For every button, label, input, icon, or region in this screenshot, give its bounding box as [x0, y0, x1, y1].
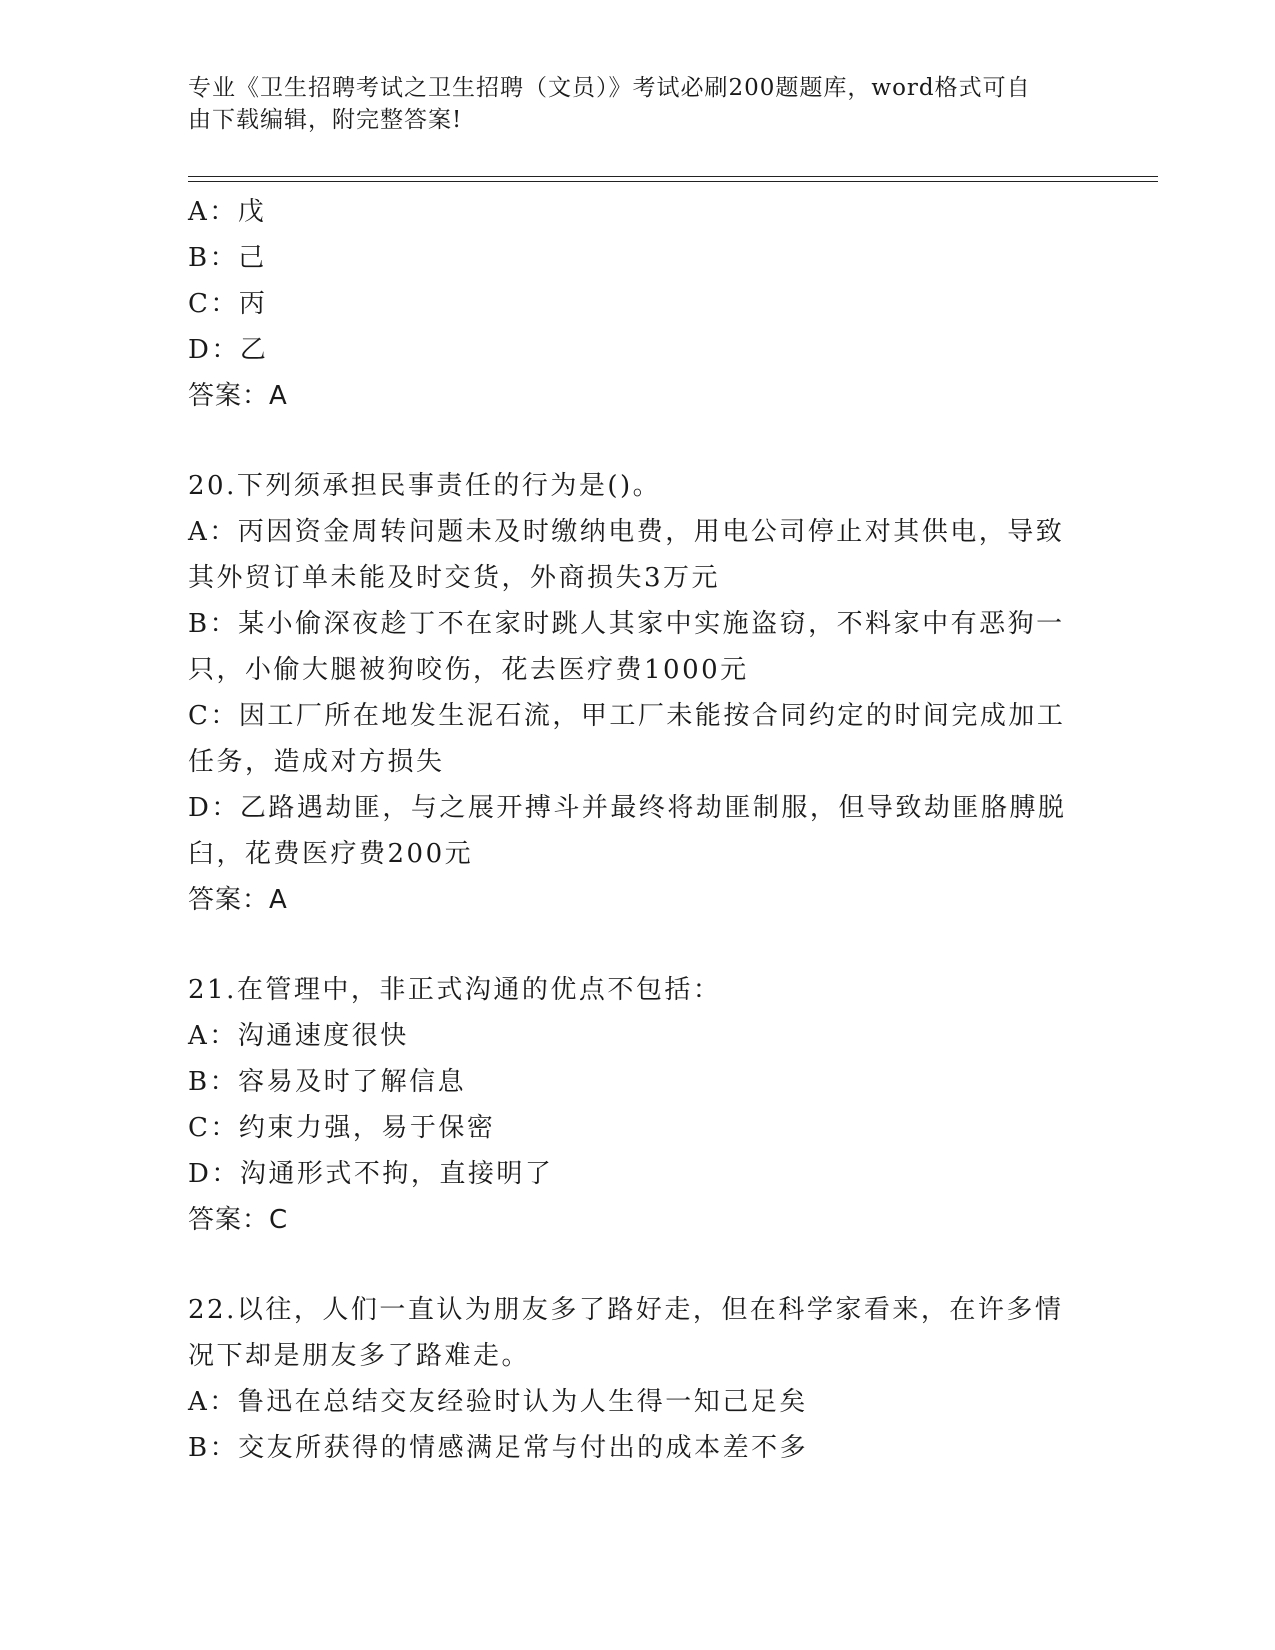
- option-b: B：容易及时了解信息: [188, 1067, 467, 1097]
- header-line-1: 专业《卫生招聘考试之卫生招聘（文员）》考试必刷200题题库，word格式可自: [188, 75, 1031, 101]
- option-line: A：丙因资金周转问题未及时缴纳电费，用电公司停止对其供电，导致: [188, 517, 1065, 547]
- option-b: B：交友所获得的情感满足常与付出的成本差不多: [188, 1433, 809, 1463]
- question-stem: 22.以往，人们一直认为朋友多了路好走，但在科学家看来，在许多情: [188, 1295, 1064, 1325]
- question-21: [188, 967, 1088, 1243]
- option-line: C：因工厂所在地发生泥石流，甲工厂未能按合同约定的时间完成加工: [188, 701, 1066, 731]
- option-a: A：鲁迅在总结交友经验时认为人生得一知己足矣: [188, 1387, 808, 1417]
- option-line: D：乙路遇劫匪，与之展开搏斗并最终将劫匪制服，但导致劫匪胳膊脱: [188, 793, 1067, 823]
- option-a: A：戊: [188, 197, 267, 227]
- header-divider-thick: [188, 176, 1158, 177]
- document-header: [188, 72, 1068, 136]
- option-c: C：丙: [188, 289, 268, 319]
- question-20: [188, 463, 1088, 923]
- answer-line: 答案：C: [188, 1205, 289, 1235]
- option-d: D：沟通形式不拘，直接明了: [188, 1159, 554, 1189]
- answer-line: 答案：A: [188, 885, 288, 915]
- question-stem: 21.在管理中，非正式沟通的优点不包括：: [188, 975, 722, 1005]
- option-c: C：约束力强，易于保密: [188, 1113, 496, 1143]
- question-19-continuation: [188, 189, 1088, 419]
- question-stem-cont: 况下却是朋友多了路难走。: [188, 1341, 531, 1371]
- question-stem: 20.下列须承担民事责任的行为是()。: [188, 471, 662, 501]
- header-divider-thin: [188, 181, 1158, 182]
- option-line: 只，小偷大腿被狗咬伤，花去医疗费1000元: [188, 655, 749, 685]
- option-a: A：沟通速度很快: [188, 1021, 409, 1051]
- option-line: 臼，花费医疗费200元: [188, 839, 474, 869]
- header-line-2: 由下载编辑，附完整答案!: [188, 107, 463, 133]
- question-22: [188, 1287, 1088, 1471]
- option-line: 任务，造成对方损失: [188, 747, 445, 777]
- option-d: D：乙: [188, 335, 269, 365]
- option-line: B：某小偷深夜趁丁不在家时跳人其家中实施盗窃，不料家中有恶狗一: [188, 609, 1065, 639]
- question-content: [188, 189, 1088, 1471]
- option-line: 其外贸订单未能及时交货，外商损失3万元: [188, 563, 721, 593]
- answer-line: 答案：A: [188, 381, 288, 411]
- option-b: B：己: [188, 243, 267, 273]
